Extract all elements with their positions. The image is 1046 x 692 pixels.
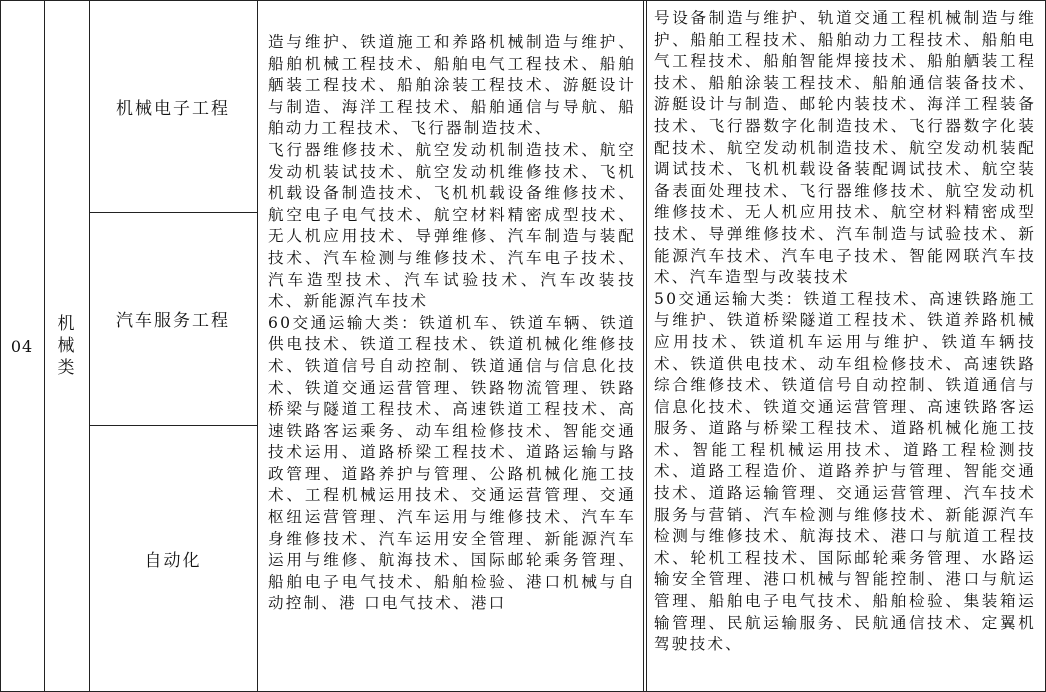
- category-code: 04: [10, 336, 34, 356]
- related-majors-column-a: [268, 32, 636, 662]
- major-name: 自动化: [144, 551, 202, 571]
- grid-line: [643, 0, 644, 692]
- grid-line: [257, 0, 258, 692]
- major-name: 汽车服务工程: [116, 311, 230, 331]
- paragraph: 60交通运输大类：铁道机车、铁道车辆、铁道供电技术、铁道工程技术、铁道机械化维修技术、铁道信号自动控制、铁道通信与信息化技术、铁道交通运营管理、铁路物流管理、铁路桥梁与隧道工程技术、高速铁道工程技术、高速铁路客运乘务、动车组检修技术、智能交通技术运用、道路桥梁工程技术、道路运输与路政管理、道路养护与管理、公路机械化施工技术、工程机械运用技术、交通运营管理、交通枢纽运营管理、汽车运用与维修技术、汽车车身维修技术、汽车运用安全管理、新能源汽车运用与维修、航海技术、国际邮轮乘务管理、船舶电子电气技术、船舶检验、港口机械与自动控制、港 口电气技术、港口: [268, 313, 636, 613]
- category-name-cell: [44, 0, 89, 692]
- category-name: 机械类: [57, 314, 76, 378]
- paragraph: 50交通运输大类：铁道工程技术、高速铁路施工与维护、铁道桥梁隧道工程技术、铁道养路机械应用技术、铁道机车运用与维护、铁道车辆技术、铁道供电技术、动车组检修技术、高速铁路综合维修技术、铁道信号自动控制、铁道通信与信息化技术、铁道交通运营管理、高速铁路客运服务、道路与桥梁工程技术、道路机械化施工技术、智能工程机械运用技术、道路工程检测技术、道路工程造价、道路养护与管理、智能交通技术、道路运输管理、交通运营管理、汽车技术服务与营销、汽车检测与维修技术、新能源汽车检测与维修技术、航海技术、港口与航道工程技术、轮机工程技术、国际邮轮乘务管理、水路运输安全管理、港口机械与智能控制、港口与航运管理、船舶电子电气技术、船舶检验、集装箱运输管理、民航运输服务、民航通信技术、定翼机驾驶技术、: [654, 289, 1036, 654]
- paragraph: 造与维护、铁道施工和养路机械制造与维护、船舶机械工程技术、船舶电气工程技术、船舶舾装工程技术、船舶涂装工程技术、游艇设计与制造、海洋工程技术、船舶通信与导航、船舶动力工程技术、飞行器制造技术、: [268, 33, 636, 138]
- paragraph: 号设备制造与维护、轨道交通工程机械制造与维护、船舶工程技术、船舶动力工程技术、船舶电气工程技术、船舶智能焊接技术、船舶舾装工程技术、船舶涂装工程技术、船舶通信装备技术、游艇设计与制造、邮轮内装技术、海洋工程装备技术、飞行器数字化制造技术、飞行器数字化装配技术、航空发动机制造技术、航空发动机装配调试技术、飞机机载设备装配调试技术、航空装备表面处理技术、飞行器维修技术、航空发动机维修技术、无人机应用技术、航空材料精密成型技术、导弹维修技术、汽车制造与试验技术、新能源汽车技术、汽车电子技术、智能网联汽车技术、汽车造型与改装技术: [654, 9, 1036, 287]
- grid-line: [646, 0, 647, 692]
- related-majors-column-b: [654, 8, 1036, 688]
- major-name: 机械电子工程: [116, 98, 230, 119]
- paragraph: 飞行器维修技术、航空发动机制造技术、航空发动机装试技术、航空发动机维修技术、飞机机载设备制造技术、飞机机载设备维修技术、航空电子电气技术、航空材料精密成型技术、无人机应用技术、导弹维修、汽车制造与装配技术、汽车检测与维修技术、汽车电子技术、汽车造型技术、汽车试验技术、汽车改装技术、新能源汽车技术: [268, 140, 636, 311]
